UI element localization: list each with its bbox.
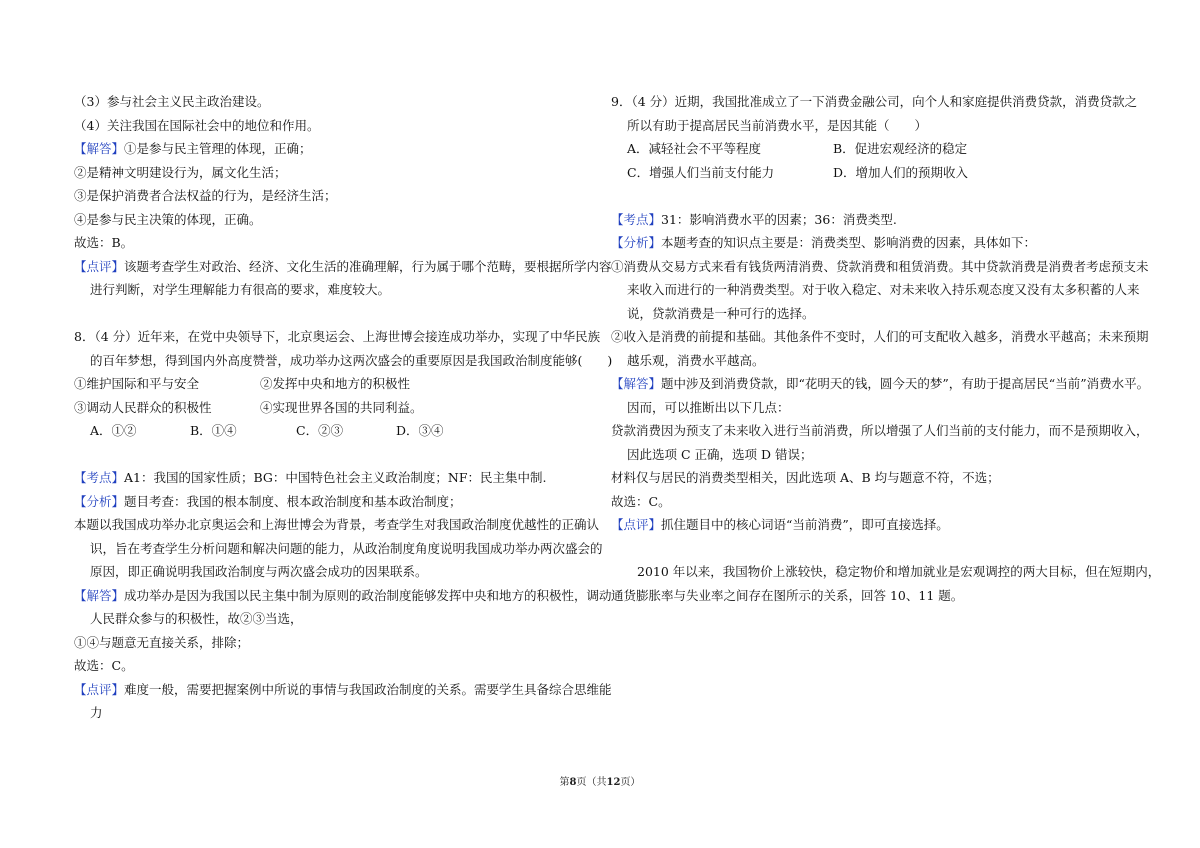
- q8-stem-cont: 的百年梦想，得到国内外高度赞誉，成功举办这两次盛会的重要原因是我国政治制度能够( ): [90, 352, 613, 368]
- text-line: 来收入而进行的一种消费类型。对于收入稳定、对未来收入持乐观态度又没有太多积蓄的人来: [627, 282, 1140, 297]
- comment-text: 该题考查学生对政治、经济、文化生活的准确理解，行为属于哪个范畴，要根据所学内容: [124, 258, 612, 274]
- left-column: [74, 90, 613, 725]
- q9-kaodian: [611, 208, 1131, 232]
- answer-text: ①是参与民主管理的体现，正确；: [124, 141, 312, 156]
- jieda-tag: 【解答】: [74, 587, 125, 603]
- q8-option: ①维护国际和平与安全: [74, 376, 200, 391]
- choice-b: B．促进宏观经济的稳定: [833, 141, 968, 156]
- q8-options-row: [74, 372, 594, 396]
- q8-choices-row: [74, 419, 594, 443]
- q8-kaodian: [74, 466, 594, 490]
- answer-tag: 【解答】: [74, 141, 125, 156]
- text-line: （4）关注我国在国际社会中的地位和作用。: [74, 117, 320, 133]
- choice-c: C．②③: [296, 423, 344, 438]
- jieda-text: 成功举办是因为我国以民主集中制为原则的政治制度能够发挥中央和地方的积极性，调动: [124, 587, 612, 603]
- fenxi-text: 题目考查：我国的根本制度、根本政治制度和基本政治制度；: [124, 493, 462, 509]
- right-column: [611, 90, 1161, 607]
- text-line: ③是保护消费者合法权益的行为，是经济生活；: [74, 188, 337, 203]
- fenxi-tag: 【分析】: [74, 493, 125, 509]
- page-footer: [0, 773, 1200, 788]
- text-line: 贷款消费因为预支了未来收入进行当前消费，所以增强了人们当前的支付能力，而不是预期收入，: [611, 423, 1149, 438]
- dianping-tag: 【点评】: [74, 681, 125, 697]
- footer-mid: 页（共: [576, 777, 607, 788]
- q8-options-row: [74, 396, 594, 420]
- text-line: 故选：B。: [74, 235, 134, 250]
- q9-choices-row: [611, 161, 1131, 185]
- q9-jieda: [611, 372, 1150, 396]
- text-line: 进行判断，对学生理解能力有很高的要求，难度较大。: [90, 282, 391, 297]
- text-line: 故选：C。: [74, 658, 134, 673]
- fenxi-text: 本题考查的知识点主要是：消费类型、影响消费的因素，具体如下：: [661, 235, 1037, 250]
- q8-dianping: [74, 678, 612, 702]
- text-line: 本题以我国成功举办北京奥运会和上海世博会为背景，考查学生对我国政治制度优越性的正确认: [74, 517, 600, 532]
- q8-stem: 8．（4 分）近年来，在党中央领导下，北京奥运会、上海世博会接连成功举办，实现了中华民族: [74, 329, 601, 344]
- page-total: 12: [606, 777, 621, 788]
- jieda-text: 题中涉及到消费贷款，即“花明天的钱，圆今天的梦”，有助于提高居民“当前”消费水平。: [661, 376, 1150, 391]
- q9-choices-row: [611, 137, 1131, 161]
- q9-dianping: [611, 513, 1131, 537]
- q9-fenxi: [611, 231, 1131, 255]
- text-line: 故选：C。: [611, 493, 671, 509]
- choice-a: A．①②: [90, 423, 137, 438]
- q9-stem-cont: 所以有助于提高居民当前消费水平，是因其能（ ）: [627, 117, 928, 133]
- text-line: 因而，可以推断出以下几点：: [627, 399, 790, 415]
- page-number: 8: [569, 777, 577, 788]
- text-line: （3）参与社会主义民主政治建设。: [74, 94, 270, 109]
- text-line: ②是精神文明建设行为，属文化生活；: [74, 164, 287, 180]
- q8-jieda: [74, 584, 612, 608]
- q7-comment-line: [74, 255, 612, 279]
- dianping-tag: 【点评】: [611, 517, 662, 532]
- text-line: 材料仅与居民的消费类型相关，因此选项 A、B 均与题意不符，不选；: [611, 470, 1000, 485]
- text-line: 越乐观，消费水平越高。: [627, 352, 765, 368]
- text-line: ④是参与民主决策的体现，正确。: [74, 211, 262, 227]
- text-line: ①④与题意无直接关系，排除；: [74, 634, 250, 650]
- dianping-text: 抓住题目中的核心词语“当前消费”，即可直接选择。: [661, 517, 949, 532]
- comment-tag: 【点评】: [74, 258, 125, 274]
- kaodian-tag: 【考点】: [611, 211, 662, 227]
- text-line: 识，旨在考查学生分析问题和解决问题的能力，从政治制度角度说明我国成功举办两次盛会的: [90, 540, 603, 556]
- text-line: ②收入是消费的前提和基础。其他条件不变时，人们的可支配收入越多，消费水平越高；未来预期: [611, 329, 1149, 344]
- q8-option: ④实现世界各国的共同利益。: [260, 399, 423, 415]
- choice-c: C．增强人们当前支付能力: [627, 164, 775, 180]
- choice-a: A．减轻社会不平等程度: [627, 141, 762, 156]
- footer-prefix: 第: [559, 777, 570, 788]
- choice-d: D．③④: [396, 423, 444, 438]
- text-line: 力: [90, 705, 103, 720]
- q9-stem: 9．（4 分）近期，我国批准成立了一下消费金融公司，向个人和家庭提供消费贷款，消费贷款之: [611, 94, 1138, 109]
- q8-option: ②发挥中央和地方的积极性: [260, 376, 411, 391]
- dianping-text: 难度一般，需要把握案例中所说的事情与我国政治制度的关系。需要学生具备综合思维能: [124, 681, 612, 697]
- choice-d: D．增加人们的预期收入: [833, 164, 969, 180]
- text-line: 人民群众参与的积极性，故②③当选，: [90, 611, 303, 626]
- q7-answer-line: [74, 137, 594, 161]
- q8-option: ③调动人民群众的积极性: [74, 399, 212, 415]
- jieda-tag: 【解答】: [611, 376, 662, 391]
- fenxi-tag: 【分析】: [611, 235, 662, 250]
- choice-b: B．①④: [190, 423, 237, 438]
- intro-paragraph: 2010 年以来，我国物价上涨较快，稳定物价和增加就业是宏观调控的两大目标，但在短期内，: [637, 564, 1161, 579]
- text-line: 原因，即正确说明我国政治制度与两次盛会成功的因果联系。: [90, 564, 428, 579]
- text-line: 因此选项 C 正确，选项 D 错误；: [627, 446, 813, 462]
- kaodian-tag: 【考点】: [74, 470, 125, 485]
- q8-fenxi: [74, 490, 594, 514]
- text-line: 说，贷款消费是一种可行的选择。: [627, 305, 815, 321]
- kaodian-text: A1：我国的国家性质；BG：中国特色社会主义政治制度；NF：民主集中制.: [124, 470, 547, 485]
- text-line: ①消费从交易方式来看有钱货两清消费、贷款消费和租赁消费。其中贷款消费是消费者考虑预支未: [611, 258, 1149, 274]
- intro-paragraph-cont: 通货膨胀率与失业率之间存在图所示的关系，回答 10、11 题。: [611, 587, 964, 603]
- kaodian-text: 31：影响消费水平的因素；36：消费类型.: [661, 211, 897, 227]
- footer-suffix: 页）: [620, 777, 641, 788]
